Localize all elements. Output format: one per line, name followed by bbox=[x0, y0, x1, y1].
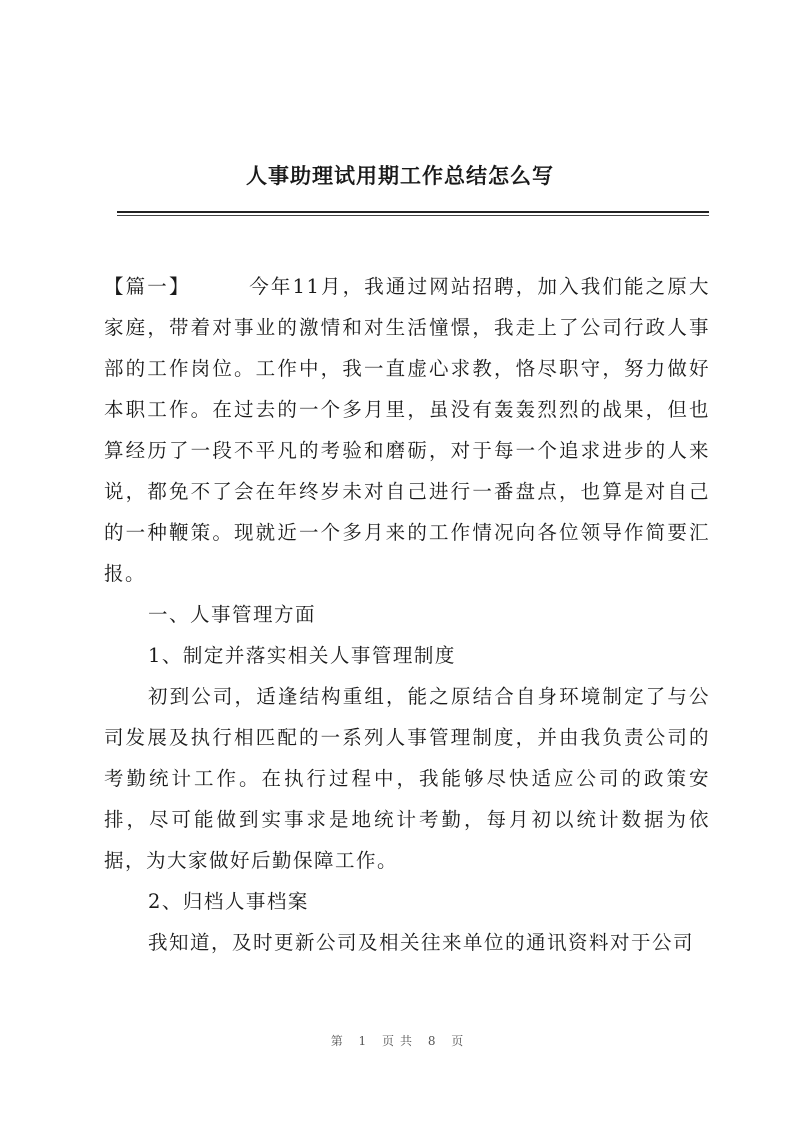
section-heading: 一、人事管理方面 bbox=[148, 603, 317, 626]
subheading-1: 1、制定并落实相关人事管理制度 bbox=[148, 644, 456, 667]
document-title: 人事助理试用期工作总结怎么写 bbox=[246, 163, 554, 188]
intro-paragraph bbox=[104, 266, 710, 594]
paragraph-2: 我知道，及时更新公司及相关往来单位的通讯资料对于公司 bbox=[148, 931, 695, 954]
title-rule-thin bbox=[117, 215, 709, 216]
title-rule bbox=[117, 211, 709, 213]
section-tag: 【篇一】 bbox=[104, 275, 191, 298]
page-footer: 第 1 页共 8 页 bbox=[330, 1034, 470, 1048]
document-body bbox=[104, 266, 710, 963]
subheading-2: 2、归档人事档案 bbox=[148, 890, 309, 913]
paragraph-1: 初到公司，适逢结构重组，能之原结合自身环境制定了与公司发展及执行相匹配的一系列人事管理制度，并由我负责公司的考勤统计工作。在执行过程中，我能够尽快适应公司的政策安排，尽可能做到实事求是地统计考勤，每月初以统计数据为依据，为大家做好后勤保障工作。 bbox=[104, 685, 710, 872]
intro-text: 今年11月，我通过网站招聘，加入我们能之原大家庭，带着对事业的激情和对生活憧憬，我走上了公司行政人事部的工作岗位。工作中，我一直虚心求教，恪尽职守，努力做好本职工作。在过去的一个多月里，虽没有轰轰烈烈的战果，但也算经历了一段不平凡的考验和磨砺，对于每一个追求进步的人来说，都免不了会在年终岁未对自己进行一番盘点，也算是对自己的一种鞭策。现就近一个多月来的工作情况向各位领导作简要汇报。 bbox=[104, 275, 710, 585]
